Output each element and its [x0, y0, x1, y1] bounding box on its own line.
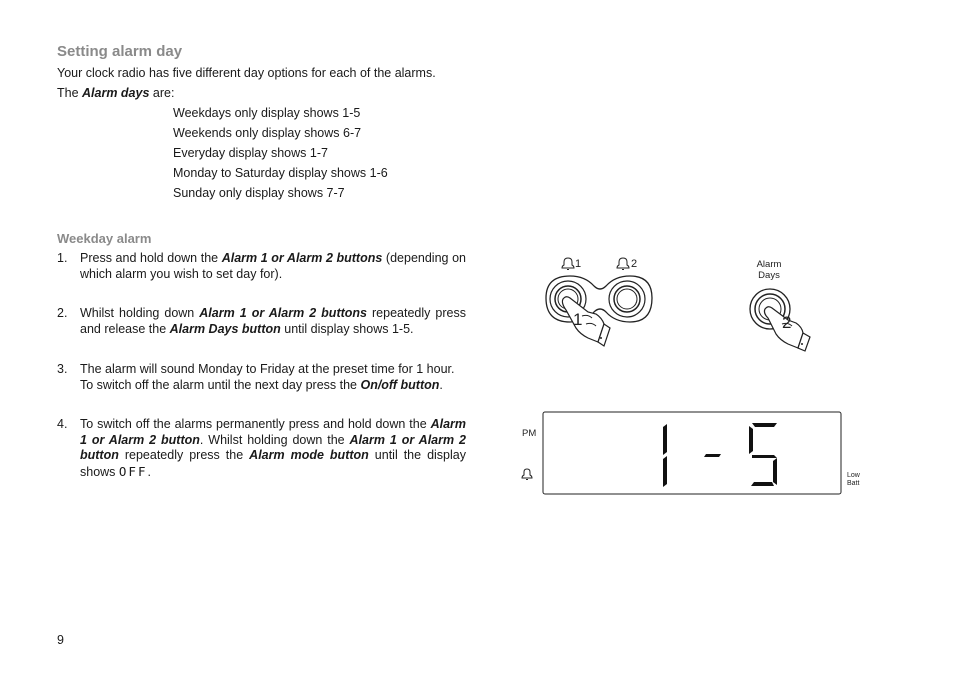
step2-marker: 2: [782, 313, 792, 332]
step-text: repeatedly press and release the: [80, 306, 466, 336]
step-number: 1.: [57, 251, 68, 265]
step-text: Press and hold down the: [80, 251, 222, 265]
step-text: (depending on which alarm you wish to set day for).: [80, 251, 466, 281]
step-bold: Alarm 1 or Alarm 2 buttons: [199, 306, 367, 320]
low-battery-label-2: Batt: [847, 480, 860, 487]
lcd-screen: [543, 412, 841, 494]
option-item: Weekends only display shows 6-7: [173, 126, 362, 140]
lcd-display-diagram: [515, 408, 870, 500]
step-4: [57, 417, 466, 480]
section-subtitle: Weekday alarm: [57, 231, 152, 246]
step-text: . Whilst holding down the: [199, 432, 350, 447]
step1-marker: 1: [573, 310, 583, 329]
bell-icon: [562, 258, 574, 270]
option-item: Weekdays only display shows 1-5: [173, 106, 361, 120]
option-item: Everyday display shows 1-7: [173, 146, 328, 160]
step-3: [57, 362, 466, 393]
step-bold: Alarm mode button: [249, 448, 369, 462]
intro-bold: Alarm days: [82, 86, 150, 100]
step-bold: On/off button: [360, 377, 440, 392]
step-text: .: [439, 377, 443, 392]
off-segment-text: OFF: [118, 463, 148, 479]
page-title: Setting alarm day: [57, 43, 183, 60]
intro-text-2: [57, 86, 174, 101]
step-number: 4.: [57, 417, 68, 431]
alarm1-label: 1: [575, 258, 582, 270]
step-text: until the display shows: [80, 448, 466, 479]
step-1: [57, 251, 466, 282]
step-text: To switch off the alarms permanently press and hold down the: [80, 417, 431, 431]
step-text: repeatedly press the: [118, 448, 250, 462]
intro-prefix: The: [57, 86, 83, 100]
step-bold: Alarm Days button: [169, 321, 281, 336]
step-text: .: [147, 464, 151, 479]
alarm2-label: 2: [631, 258, 638, 270]
step-bold: Alarm 1 or Alarm 2 button: [80, 417, 466, 447]
alarm-days-label-2: Days: [758, 270, 780, 281]
step-bold: Alarm 1 or Alarm 2 button: [80, 432, 466, 462]
intro-suffix: are:: [149, 86, 175, 100]
alarm-days-label: Alarm: [756, 259, 782, 270]
intro-text: Your clock radio has five different day options for each of the alarms.: [57, 66, 436, 80]
step-2: [57, 306, 466, 337]
alarm-bell-icon: [522, 469, 532, 480]
step-bold: Alarm 1 or Alarm 2 buttons: [221, 251, 383, 265]
step-text: The alarm will sound Monday to Friday at the preset time for 1 hour. To switch off the alarm until the next day press the: [80, 362, 455, 392]
step-text: until display shows 1-5.: [280, 321, 414, 336]
bell-icon: [617, 258, 629, 270]
step-text: Whilst holding down: [80, 306, 200, 320]
option-item: Sunday only display shows 7-7: [173, 186, 345, 200]
button-diagram: [530, 250, 830, 355]
option-item: Monday to Saturday display shows 1-6: [173, 166, 388, 180]
pm-indicator: PM: [522, 428, 537, 439]
step-number: 3.: [57, 362, 68, 376]
low-battery-label: Low: [847, 472, 860, 479]
step-number: 2.: [57, 306, 68, 320]
page-number: 9: [57, 633, 64, 647]
